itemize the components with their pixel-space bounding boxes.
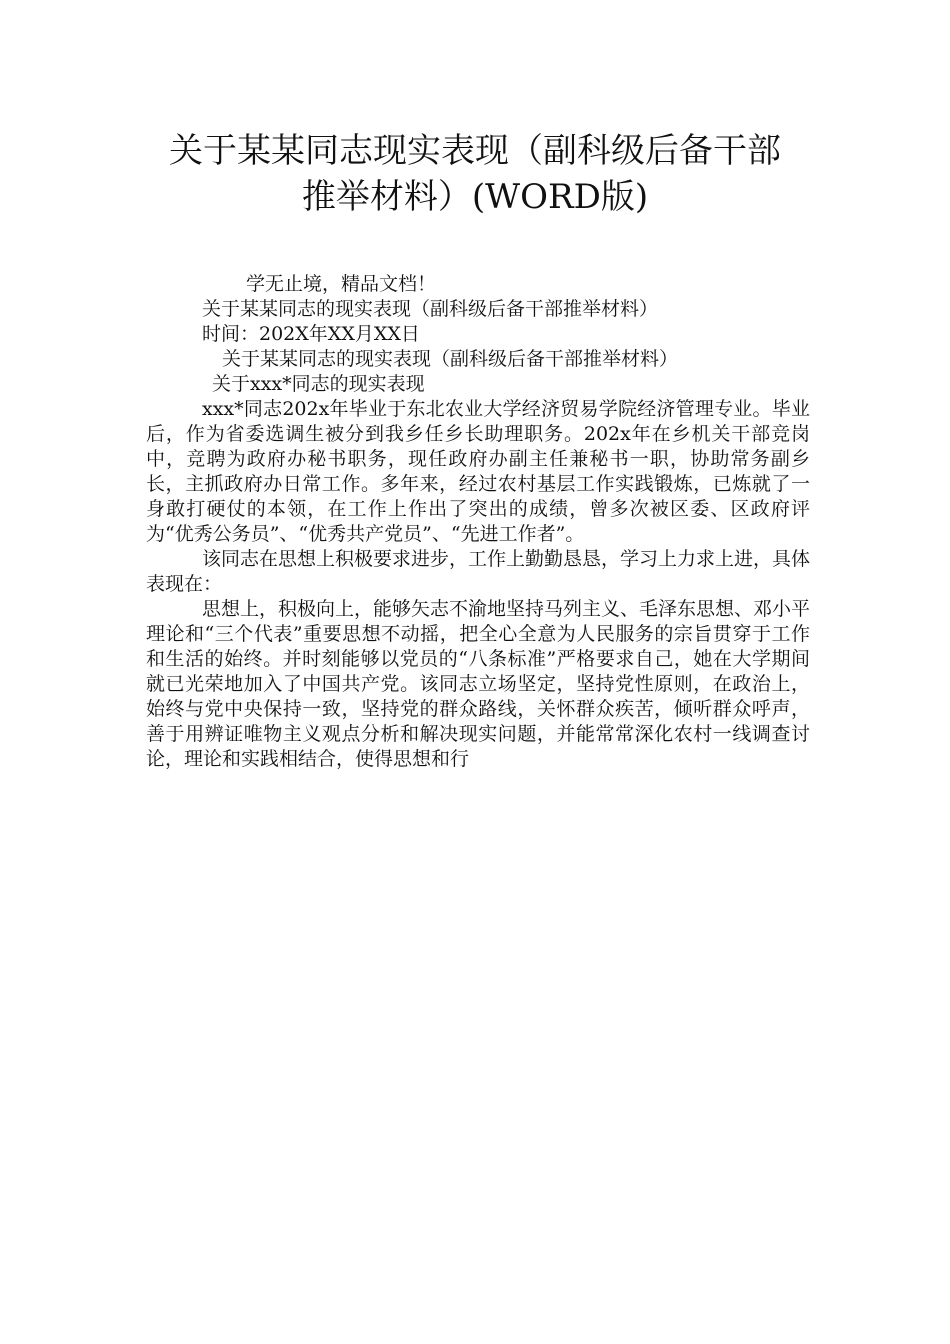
date-line: 时间：202X年XX月XX日: [202, 323, 420, 345]
body-paragraph-2: 该同志在思想上积极要求进步，工作上勤勤恳恳，学习上力求上进，具体表现在：: [146, 548, 811, 595]
body-paragraph-1: xxx*同志202x年毕业于东北农业大学经济贸易学院经济管理专业。毕业后，作为省委选调生被分到我乡任乡长助理职务。202x年在乡机关干部竞岗中，竞聘为政府办秘书职务，现任政府办副主任兼秘书一职，协助常务副乡长，主抓政府办日常工作。多年来，经过农村基层工作实践锻炼，已炼就了一身敢打硬仗的本领，在工作上作出了突出的成绩，曾多次被区委、区政府评为“优秀公务员”、“优秀共产党员”、“先进工作者”。: [146, 398, 810, 545]
title-line-2: 推举材料）(WORD版): [301, 177, 649, 217]
motto-line: 学无止境，精品文档！: [246, 273, 437, 295]
title-line-1: 关于某某同志现实表现（副科级后备干部: [169, 131, 781, 171]
document-body: [146, 272, 810, 772]
subtitle-line: 关于某某同志的现实表现（副科级后备干部推举材料）: [202, 298, 659, 320]
section-heading: 关于xxx*同志的现实表现: [212, 373, 425, 395]
subtitle-repeat-line: 关于某某同志的现实表现（副科级后备干部推举材料）: [222, 348, 679, 370]
document-title: [100, 128, 850, 220]
body-paragraph-3: 思想上，积极向上，能够矢志不渝地坚持马列主义、毛泽东思想、邓小平理论和“三个代表”重要思想不动摇，把全心全意为人民服务的宗旨贯穿于工作和生活的始终。并时刻能够以党员的“八条标准”严格要求自己，她在大学期间就已光荣地加入了中国共产党。该同志立场坚定，坚持党性原则，在政治上，始终与党中央保持一致，坚持党的群众路线，关怀群众疾苦，倾听群众呼声，善于用辨证唯物主义观点分析和解决现实问题，并能常常深化农村一线调查讨论，理论和实践相结合，使得思想和行: [146, 598, 811, 770]
